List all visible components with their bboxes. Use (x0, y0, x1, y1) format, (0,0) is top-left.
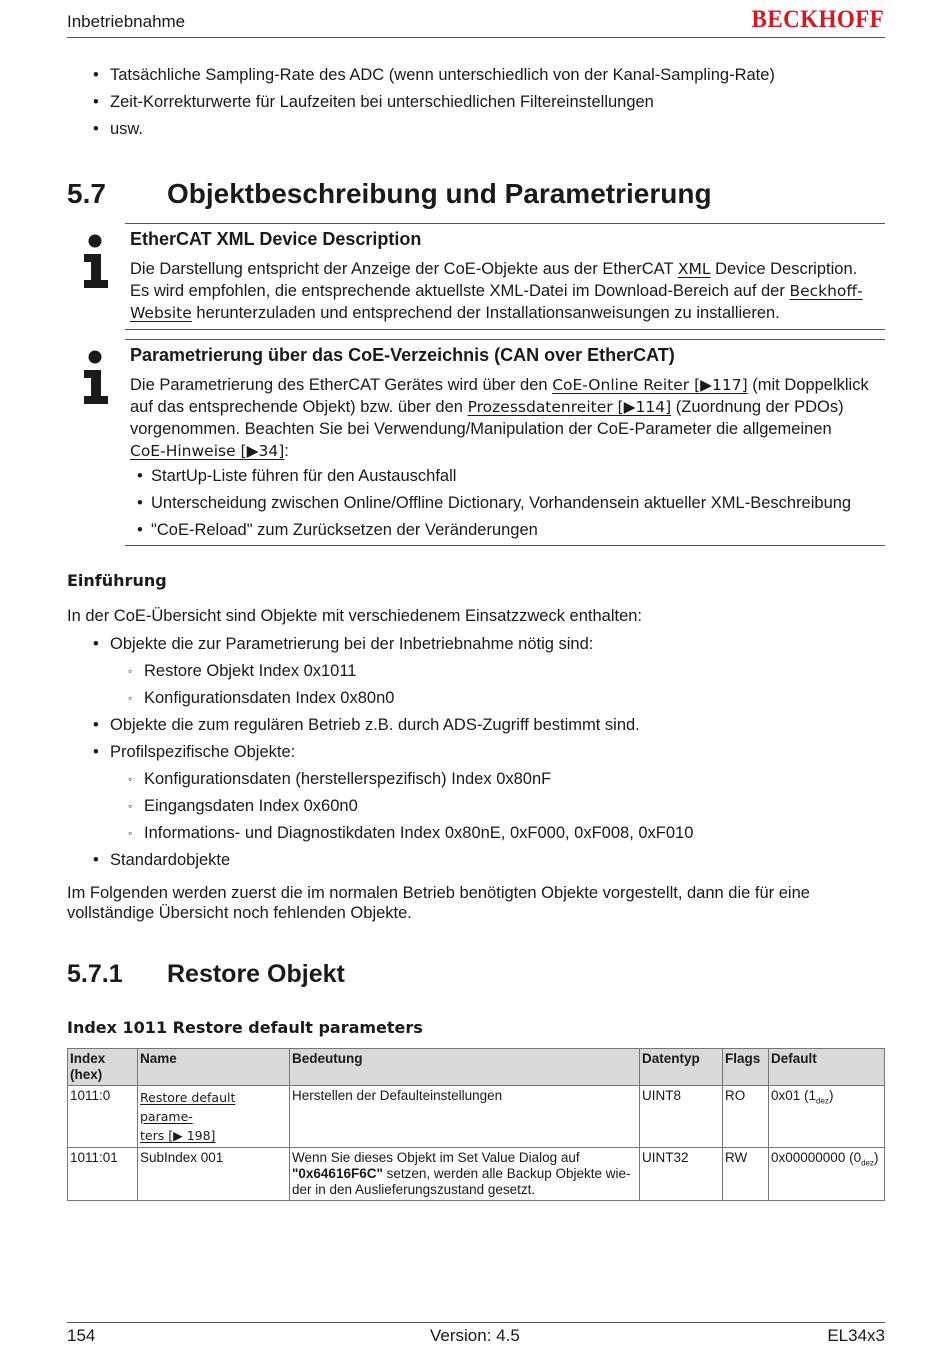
table-cell: SubIndex 001 (138, 1148, 290, 1201)
column-header-index: Index (hex) (68, 1049, 138, 1086)
sub-list-item: ◦ Konfigurationsdaten (herstellerspezifisch) Index 0x80nF (128, 770, 552, 788)
list-item: • Tatsächliche Sampling-Rate des ADC (wenn unterschiedlich von der Kanal-Sampling-Rate) (93, 66, 775, 84)
table-header-row (68, 1049, 885, 1086)
table-cell: Wenn Sie dieses Objekt im Set Value Dialog auf "0x64616F6C" setzen, werden alle Backup Objekte wie- der in den Auslieferungszustand gesetzt. (290, 1148, 640, 1201)
sub-list-item: ◦ Informations- und Diagnostikdaten Index 0x80nE, 0xF000, 0xF008, 0xF010 (128, 824, 694, 842)
column-header-default: Default (769, 1049, 885, 1086)
info-icon (82, 234, 112, 290)
table-cell: 0x00000000 $(0_{dez})$ (769, 1148, 885, 1201)
note-divider (125, 329, 885, 330)
caret-right-icon: ▶ (700, 376, 713, 394)
table-cell: 1011:0 (68, 1086, 138, 1148)
xml-link[interactable]: XML (677, 260, 711, 278)
page-number: 154 (67, 1326, 96, 1345)
prozessdaten-link[interactable]: Prozessdatenreiter [▶114] (467, 398, 672, 416)
table-cell: RW (723, 1148, 769, 1201)
section-heading (67, 178, 712, 210)
list-item: • Objekte die zur Parametrierung bei der Inbetriebnahme nötig sind: (93, 635, 594, 653)
list-item: • Unterscheidung zwischen Online/Offline Dictionary, Vorhandensein aktueller XML-Beschreibung (137, 494, 852, 512)
column-header-datentyp: Datentyp (640, 1049, 723, 1086)
list-item: • usw. (93, 120, 144, 138)
list-item: • Zeit-Korrekturwerte für Laufzeiten bei unterschiedlichen Filtereinstellungen (93, 93, 654, 111)
subsection-title: Restore Objekt (167, 960, 345, 988)
restore-default-parameters-link[interactable]: Restore default parame- ters [▶ 198] (140, 1090, 236, 1143)
beckhoff-website-link[interactable]: Beckhoff- (789, 282, 863, 300)
version-label: Version: 4.5 (430, 1326, 520, 1345)
list-item: • Profilspezifische Objekte: (93, 743, 296, 761)
column-header-flags: Flags (723, 1049, 769, 1086)
note-title: Parametrierung über das CoE-Verzeichnis (CAN over EtherCAT) (130, 345, 675, 365)
note-bullet-list (137, 463, 852, 544)
info-icon (82, 350, 112, 406)
table-cell: 0x01 $(1_{dez})$ (769, 1086, 885, 1148)
sub-list-item: ◦ Konfigurationsdaten Index 0x80n0 (128, 689, 395, 707)
subsection-heading (67, 960, 345, 989)
table-cell: UINT8 (640, 1086, 723, 1148)
note-divider (125, 545, 885, 546)
note-body: Die Darstellung entspricht der Anzeige der CoE-Objekte aus der EtherCAT XML Device Description. Es wird empfohlen, die entsprechende aktuellste XML-Datei im Download-Bereich auf der Beckhoff- Website herunterzuladen und entsprechend der Installationsanweisungen zu installieren. (130, 260, 863, 322)
section-title: Objektbeschreibung und Parametrierung (167, 178, 712, 209)
coe-online-link[interactable]: CoE-Online Reiter [▶117] (552, 376, 748, 394)
product-label: EL34x3 (827, 1326, 885, 1345)
closing-paragraph: Im Folgenden werden zuerst die im normalen Betrieb benötigten Objekte vorgestellt, dann die für eine vollständige Übersicht noch fehlenden Objekte. (67, 884, 810, 922)
sub-list-item: ◦ Restore Objekt Index 0x1011 (128, 662, 357, 680)
column-header-bedeutung: Bedeutung (290, 1049, 640, 1086)
page-header-title: Inbetriebnahme (67, 12, 186, 31)
table-cell: 1011:01 (68, 1148, 138, 1201)
intro-bullet-list (93, 62, 775, 143)
table-cell: RO (723, 1086, 769, 1148)
list-item: • Objekte die zum regulären Betrieb z.B. durch ADS-Zugriff bestimmt sind. (93, 716, 640, 734)
note-body: Die Parametrierung des EtherCAT Gerätes wird über den CoE-Online Reiter [▶117] (mit Doppelklick auf das entsprechende Objekt) bzw. über den Prozessdatenreiter [▶114] (Zuordnung der PDOs) vorgenommen. Beachten Sie bei Verwendung/Manipulation der CoE-Parameter die allgemeinen CoE-Hinweise [▶34]: (130, 376, 869, 460)
footer-divider (67, 1322, 885, 1323)
beckhoff-logo: BECKHOFF (751, 6, 884, 33)
header-divider (67, 37, 885, 38)
note-divider (125, 223, 885, 224)
subsection-number: 5.7.1 (67, 960, 123, 988)
coe-hinweise-link[interactable]: CoE-Hinweise [▶34] (130, 442, 285, 460)
einfuehrung-heading: Einführung (67, 571, 167, 590)
sub-list-item: ◦ Eingangsdaten Index 0x60n0 (128, 797, 358, 815)
column-header-name: Name (138, 1049, 290, 1086)
restore-parameters-table (67, 1048, 885, 1201)
beckhoff-website-link[interactable]: Website (130, 304, 192, 322)
list-item: • "CoE-Reload" zum Zurücksetzen der Veränderungen (137, 521, 538, 539)
list-item: • Standardobjekte (93, 851, 231, 869)
caret-right-icon: ▶ (623, 398, 636, 416)
table-row (68, 1086, 885, 1148)
section-number: 5.7 (67, 178, 106, 209)
caret-right-icon: ▶ (246, 442, 259, 460)
note-divider (125, 339, 885, 340)
table-row (68, 1148, 885, 1201)
table-heading: Index 1011 Restore default parameters (67, 1018, 423, 1037)
list-item: • StartUp-Liste führen für den Austauschfall (137, 467, 457, 485)
einfuehrung-intro: In der CoE-Übersicht sind Objekte mit verschiedenem Einsatzzweck enthalten: (67, 607, 643, 625)
note-title: EtherCAT XML Device Description (130, 229, 422, 249)
table-cell (138, 1086, 290, 1148)
table-cell: Herstellen der Defaulteinstellungen (290, 1086, 640, 1148)
caret-right-icon: ▶ (173, 1128, 183, 1143)
table-cell: UINT32 (640, 1148, 723, 1201)
object-type-list (93, 631, 694, 874)
